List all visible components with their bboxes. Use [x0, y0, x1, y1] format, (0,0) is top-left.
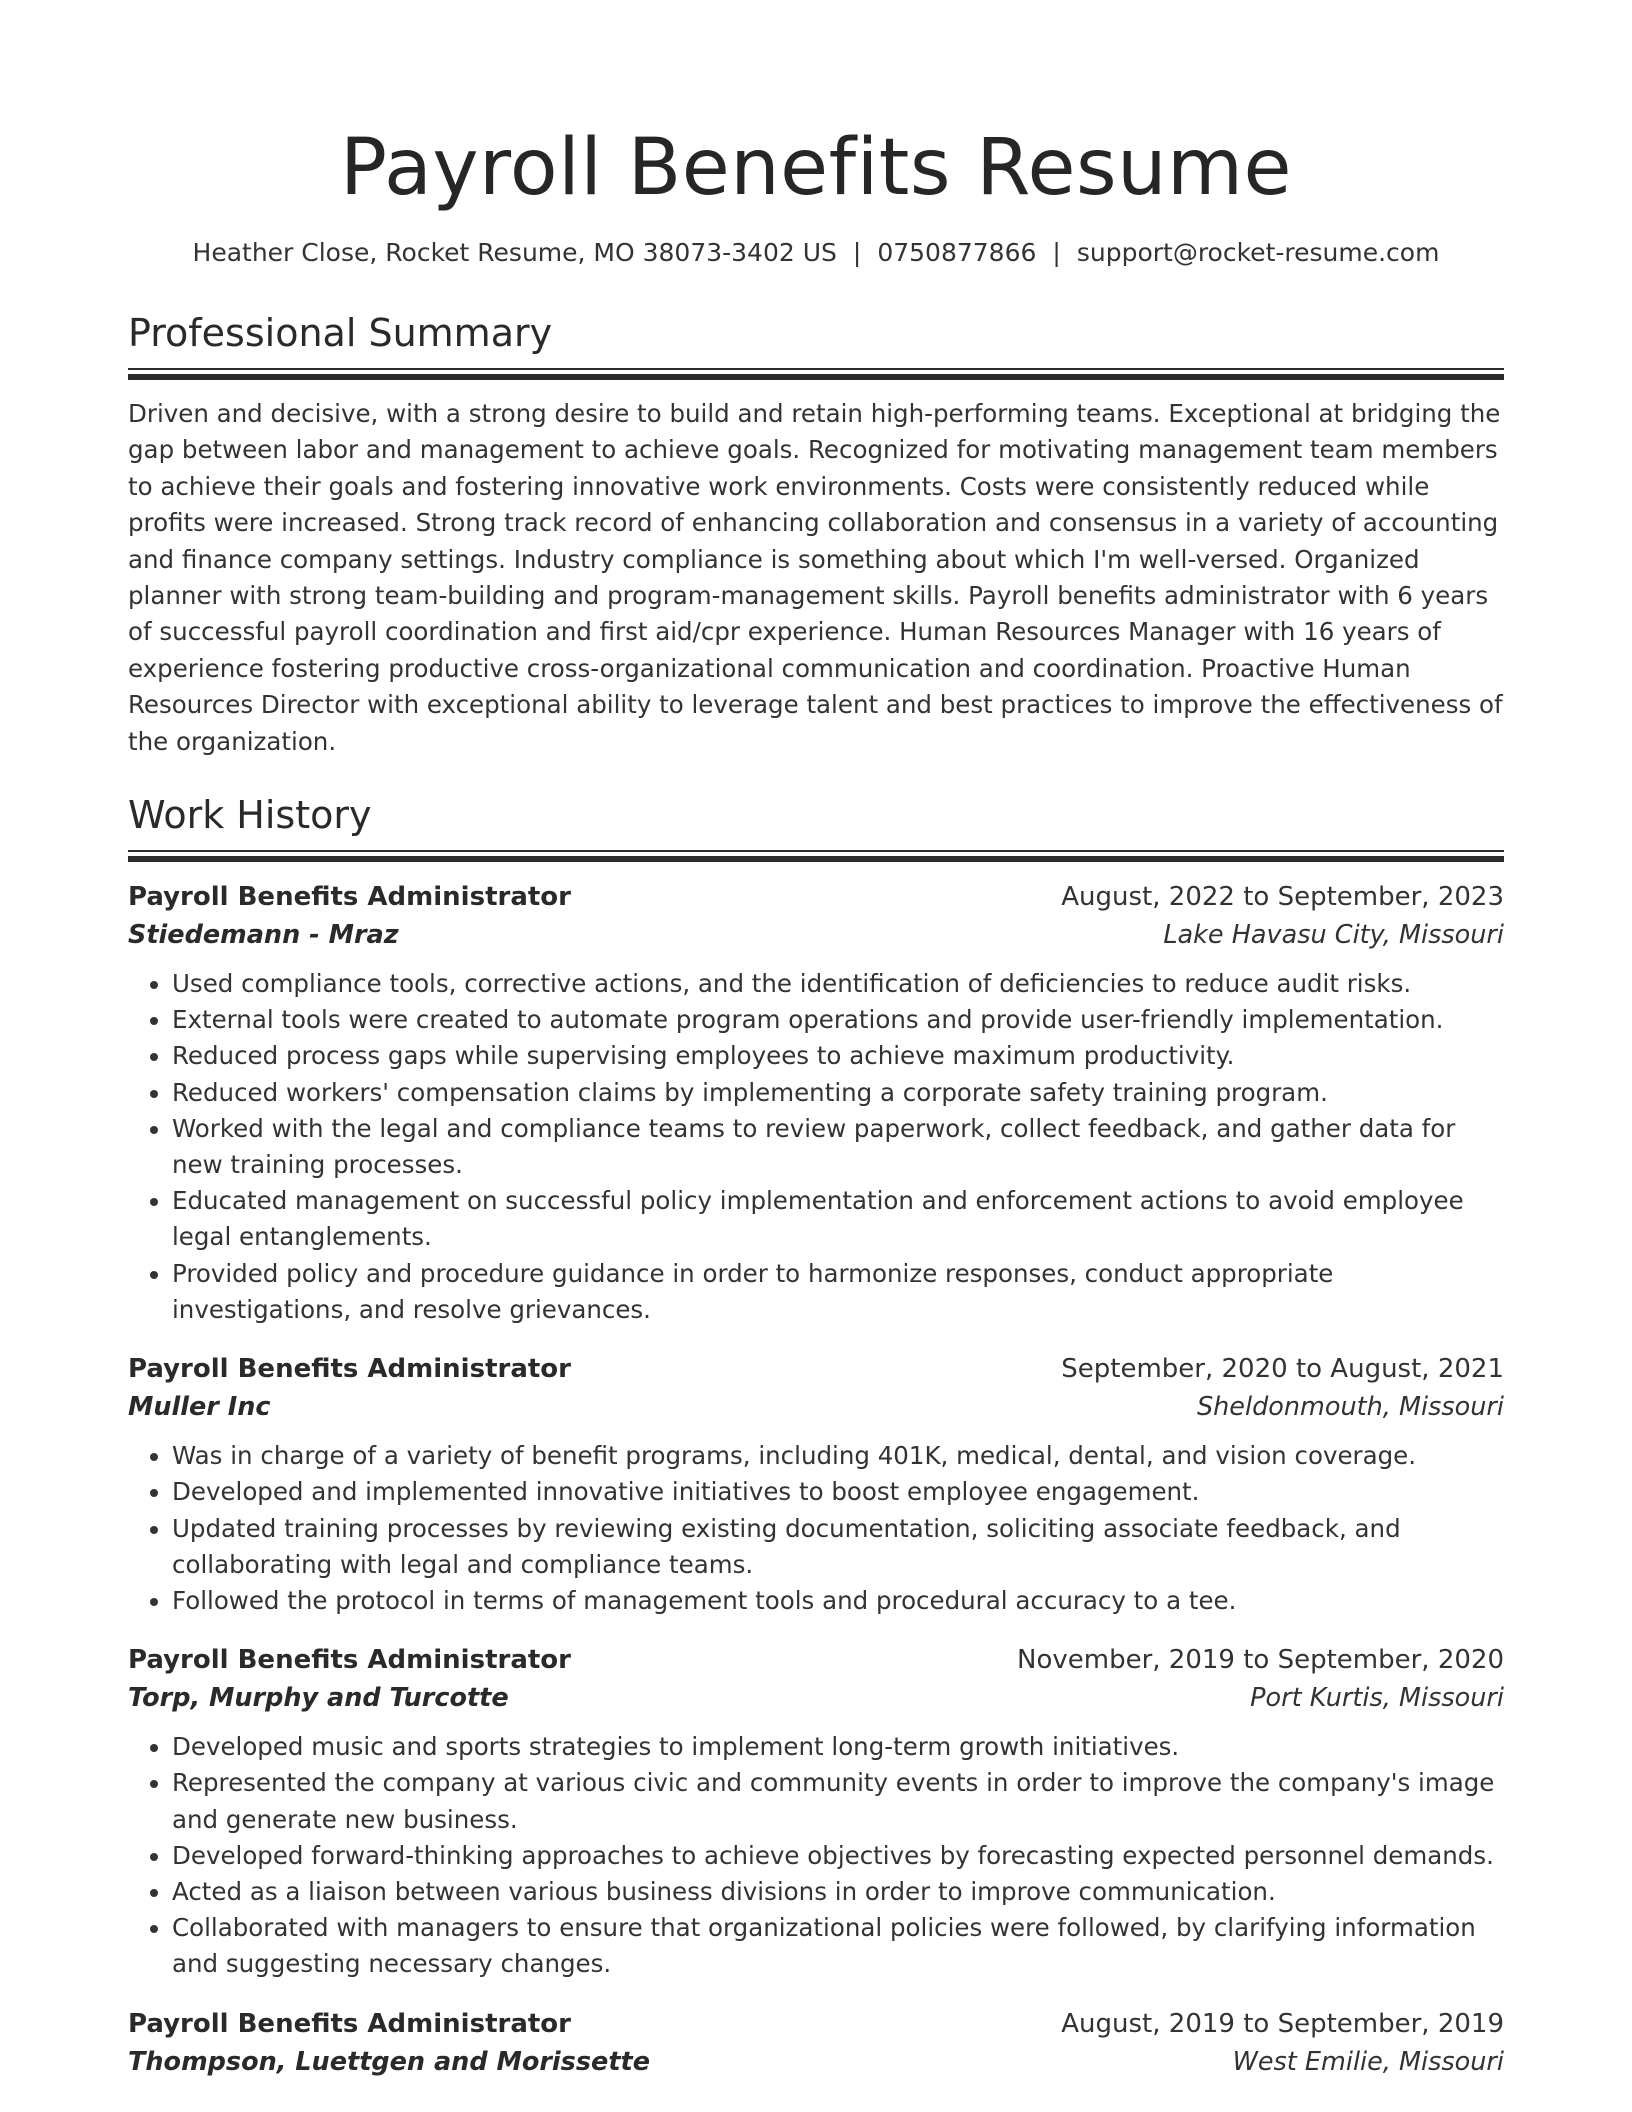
- contact-address: Heather Close, Rocket Resume, MO 38073-3402 US: [192, 238, 837, 267]
- job-entry: [128, 1350, 1504, 1619]
- job-bullet: • Was in charge of a variety of benefit programs, including 401K, medical, dental, and vision coverage.: [172, 1438, 1504, 1474]
- summary-paragraph: Driven and decisive, with a strong desire to build and retain high-performing teams. Exceptional at bridging the gap between labor and management to achieve goals. Recognized for motivating management team members to achieve their goals and fostering innovative work environments. Costs were consistently reduced while profits were increased. Strong track record of enhancing collaboration and consensus in a variety of accounting and finance company settings. Industry compliance is something about which I'm well-versed. Organized planner with strong team-building and program-management skills. Payroll benefits administrator with 6 years of successful payroll coordination and first aid/cpr experience. Human Resources Manager with 16 years of experience fostering productive cross-organizational communication and coordination. Proactive Human Resources Director with exceptional ability to leverage talent and best practices to improve the effectiveness of the organization.: [128, 399, 1503, 756]
- job-bullet: • External tools were created to automate program operations and provide user-friendly implementation.: [172, 1002, 1504, 1038]
- job-bullet: • Represented the company at various civic and community events in order to improve the company's image and generate new business.: [172, 1765, 1504, 1837]
- job-company-row: [128, 2043, 1504, 2081]
- divider-thin-line: [128, 850, 1504, 852]
- job-company: Stiedemann - Mraz: [128, 920, 399, 951]
- job-dates: September, 2020 to August, 2021: [1061, 1354, 1504, 1385]
- contact-phone: 0750877866: [877, 238, 1037, 267]
- job-header-row: [128, 1350, 1504, 1388]
- divider-thick-line: [128, 856, 1504, 862]
- job-dates: August, 2019 to September, 2019: [1061, 2008, 1504, 2039]
- job-bullet: • Updated training processes by reviewing existing documentation, soliciting associate feedback, and collaborating with legal and compliance teams.: [172, 1511, 1504, 1583]
- section-divider: [128, 368, 1504, 378]
- job-location: Lake Havasu City, Missouri: [1163, 920, 1504, 951]
- job-bullet: • Reduced workers' compensation claims by implementing a corporate safety training program.: [172, 1075, 1504, 1111]
- divider-thin-line: [128, 368, 1504, 370]
- job-bullet: • Provided policy and procedure guidance in order to harmonize responses, conduct appropriate investigations, and resolve grievances.: [172, 1256, 1504, 1328]
- job-header-row: [128, 2005, 1504, 2043]
- professional-summary-section: [128, 308, 1504, 760]
- job-list: [128, 878, 1504, 2080]
- job-bullet-list: [128, 1438, 1504, 1619]
- job-title: Payroll Benefits Administrator: [128, 882, 571, 913]
- job-company-row: [128, 916, 1504, 954]
- job-title: Payroll Benefits Administrator: [128, 1645, 571, 1676]
- job-bullet: • Reduced process gaps while supervising employees to achieve maximum productivity.: [172, 1038, 1504, 1074]
- job-bullet: • Worked with the legal and compliance teams to review paperwork, collect feedback, and gather data for new training processes.: [172, 1111, 1504, 1183]
- job-header-row: [128, 1641, 1504, 1679]
- job-dates: November, 2019 to September, 2020: [1017, 1645, 1504, 1676]
- job-entry: [128, 2005, 1504, 2081]
- job-entry: [128, 878, 1504, 1328]
- divider-thick-line: [128, 374, 1504, 380]
- job-bullet-list: [128, 966, 1504, 1328]
- job-title: Payroll Benefits Administrator: [128, 1354, 571, 1385]
- job-dates: August, 2022 to September, 2023: [1061, 882, 1504, 913]
- section-divider: [128, 850, 1504, 860]
- section-heading: Work History: [128, 793, 372, 838]
- contact-separator: |: [852, 238, 862, 267]
- job-company: Torp, Murphy and Turcotte: [128, 1683, 509, 1714]
- job-location: Sheldonmouth, Missouri: [1196, 1392, 1504, 1423]
- job-bullet: • Developed forward-thinking approaches to achieve objectives by forecasting expected personnel demands.: [172, 1838, 1504, 1874]
- job-bullet: • Developed music and sports strategies to implement long-term growth initiatives.: [172, 1729, 1504, 1765]
- contact-separator: |: [1052, 238, 1061, 267]
- job-bullet-list: [128, 1729, 1504, 1982]
- section-heading: Professional Summary: [128, 311, 553, 355]
- job-bullet: • Educated management on successful policy implementation and enforcement actions to avoid employee legal entanglements.: [172, 1183, 1504, 1255]
- job-bullet: • Developed and implemented innovative initiatives to boost employee engagement.: [172, 1474, 1504, 1510]
- work-history-section: [128, 790, 1504, 2080]
- job-location: West Emilie, Missouri: [1232, 2046, 1504, 2077]
- job-company: Muller Inc: [128, 1392, 271, 1423]
- job-title: Payroll Benefits Administrator: [128, 2008, 571, 2039]
- job-company: Thompson, Luettgen and Morissette: [128, 2046, 650, 2077]
- contact-email[interactable]: support@rocket-resume.com: [1076, 238, 1440, 267]
- job-company-row: [128, 1388, 1504, 1426]
- job-company-row: [128, 1679, 1504, 1717]
- job-header-row: [128, 878, 1504, 916]
- contact-line: [128, 236, 1504, 270]
- job-entry: [128, 1641, 1504, 1982]
- job-bullet: • Used compliance tools, corrective actions, and the identification of deficiencies to reduce audit risks.: [172, 966, 1504, 1002]
- job-bullet: • Followed the protocol in terms of management tools and procedural accuracy to a tee.: [172, 1583, 1504, 1619]
- resume-title: Payroll Benefits Resume: [340, 123, 1292, 213]
- job-location: Port Kurtis, Missouri: [1250, 1683, 1504, 1714]
- job-bullet: • Acted as a liaison between various business divisions in order to improve communication.: [172, 1874, 1504, 1910]
- job-bullet: • Collaborated with managers to ensure that organizational policies were followed, by clarifying information and suggesting necessary changes.: [172, 1910, 1504, 1982]
